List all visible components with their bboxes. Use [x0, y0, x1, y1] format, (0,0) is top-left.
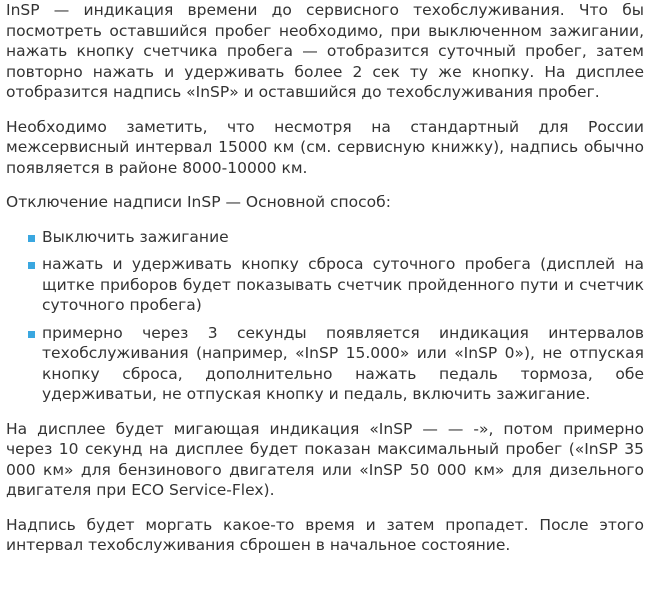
paragraph-insp-description: InSP — индикация времени до сервисного техобслуживания. Что бы посмотреть оставшийся пробег необходимо, при выключенном зажигании, нажать кнопку счетчика пробега — отобразится суточный пробег, затем повторно нажать и удерживать более 2 сек ту же кнопку. На дисплее отобразится надпись «InSP» и оставшийся до техобслуживания пробег.	[6, 1, 644, 101]
list-item-text: Выключить зажигание	[42, 227, 229, 246]
list-item-text: нажать и удерживать кнопку сброса суточного пробега (дисплей на щитке приборов будет показывать счетчик пройденного пути и счетчик суточного пробега)	[42, 255, 644, 314]
square-bullet-icon	[28, 235, 35, 242]
paragraph-service-interval-note: Необходимо заметить, что несмотря на стандартный для России межсервисный интервал 15000 км (см. сервисную книжку), надпись обычно появляется в районе 8000-10000 км.	[6, 117, 644, 177]
square-bullet-icon	[28, 331, 35, 338]
list-item	[28, 254, 644, 316]
reset-steps-list	[6, 227, 644, 405]
list-item-text: примерно через 3 секунды появляется индикация интервалов техобслуживания (например, «InSP 15.000» или «InSP 0»), не отпуская кнопку сброса, дополнительно нажать педаль тормоза, обе удерживатьи, не отпуская кнопку и педаль, включить зажигание.	[42, 323, 644, 403]
paragraph-display-blinking: На дисплее будет мигающая индикация «InSP — — -», потом примерно через 10 секунд на дисплее будет показан максимальный пробег («InSP 35 000 км» для бензинового двигателя или «InSP 50 000 км» для дизельного двигателя при ECO Service-Flex).	[6, 419, 644, 499]
square-bullet-icon	[28, 262, 35, 269]
paragraph-reset-complete: Надпись будет моргать какое-то время и затем пропадет. После этого интервал техобслуживания сброшен в начальное состояние.	[6, 515, 644, 554]
paragraph-reset-method-heading: Отключение надписи InSP — Основной способ:	[6, 193, 391, 211]
list-item	[28, 323, 644, 405]
list-item	[28, 227, 644, 248]
